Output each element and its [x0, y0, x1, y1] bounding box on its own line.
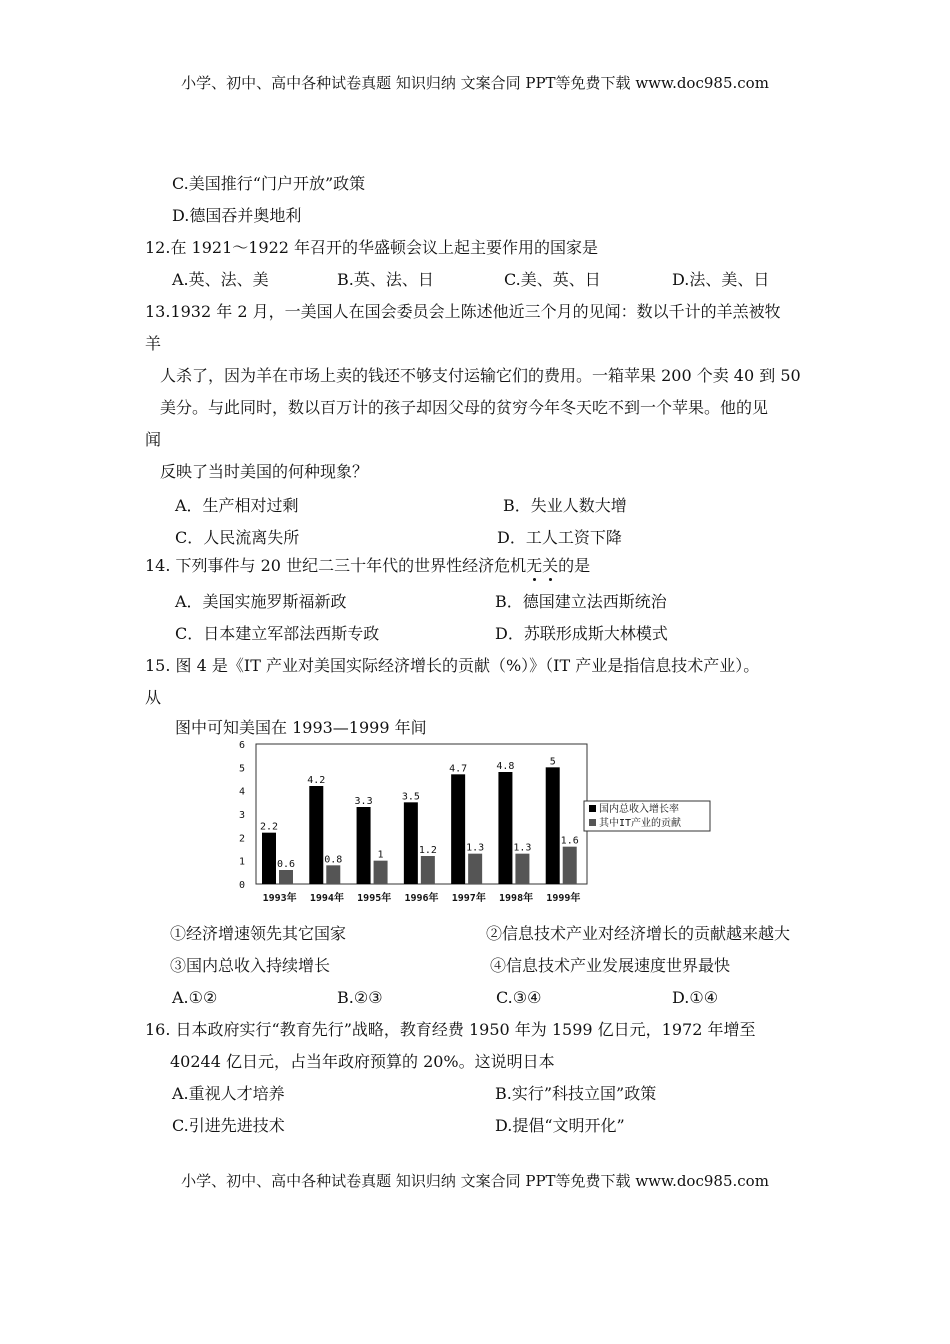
y-tick-label: 5 [238, 763, 246, 775]
q15-option-a: A.①② [172, 988, 218, 1007]
x-tick-label: 1998年 [499, 893, 534, 904]
bar-value-label: 4.2 [307, 775, 326, 786]
y-tick-label: 4 [238, 786, 246, 798]
q11-option-d: D.德国吞并奥地利 [172, 206, 302, 225]
q12-option-c: C.美、英、日 [504, 270, 601, 289]
bar-series-2 [326, 865, 340, 884]
q13-stem-line5: 闻 [145, 430, 162, 449]
q15-option-d: D.①④ [672, 988, 719, 1007]
bar-value-label: 2.2 [259, 821, 279, 833]
bar-series-2 [421, 856, 435, 884]
q16-option-b: B.实行”科技立国”政策 [495, 1084, 657, 1103]
q13-option-d: D．工人工资下降 [497, 528, 622, 547]
x-tick-label: 1994年 [309, 893, 344, 904]
x-tick-label: 1993年 [262, 893, 297, 904]
q13-stem-line4: 美分。与此同时，数以百万计的孩子却因父母的贫穷今年冬天吃不到一个苹果。他的见 [160, 398, 769, 417]
bar-series-1 [404, 802, 418, 884]
bar-value-label: 1.3 [513, 842, 532, 854]
q13-option-b: B．失业人数大增 [503, 496, 627, 515]
y-tick-label: 0 [238, 880, 246, 891]
q14-option-c: C．日本建立军部法西斯专政 [175, 624, 380, 643]
q15-stem-line2: 从 [145, 688, 162, 707]
q14-stem [145, 556, 590, 576]
q12-option-b: B.英、法、日 [337, 270, 434, 289]
q15-stem-line3: 图中可知美国在 1993—1999 年间 [175, 718, 427, 737]
q14-stem-text: 14. 下列事件与 20 世纪二三十年代的世界性经济危机 [145, 556, 527, 575]
page-header: 小学、初中、高中各种试卷真题 知识归纳 文案合同 PPT等免费下载 www.doc985.com [181, 74, 769, 92]
q16-stem-line1: 16. 日本政府实行“教育先行”战略，教育经费 1950 年为 1599 亿日元，1972 年增至 [145, 1020, 756, 1039]
q15-statement-2: ②信息技术产业对经济增长的贡献越来越大 [486, 924, 791, 943]
bar-value-label: 0.6 [276, 859, 296, 870]
legend-swatch-series-1 [589, 805, 596, 812]
bar-series-1 [262, 833, 276, 884]
q13-stem-line1: 13.1932 年 2 月，一美国人在国会委员会上陈述他近三个月的见闻：数以千计的羊羔被牧 [145, 302, 781, 321]
q16-option-d: D.提倡“文明开化” [495, 1116, 625, 1135]
q12-stem: 12.在 1921～1922 年召开的华盛顿会议上起主要作用的国家是 [145, 238, 599, 257]
q13-option-a: A．生产相对过剩 [175, 496, 299, 515]
bar-series-1 [451, 774, 465, 884]
bar-series-2 [468, 854, 482, 884]
bar-series-1 [309, 786, 323, 884]
q15-statement-4: ④信息技术产业发展速度世界最快 [490, 956, 731, 975]
y-tick-label: 6 [238, 740, 246, 751]
x-tick-label: 1997年 [451, 893, 486, 904]
bar-value-label: 0.8 [324, 854, 343, 866]
page-footer: 小学、初中、高中各种试卷真题 知识归纳 文案合同 PPT等免费下载 www.doc985.com [181, 1172, 769, 1190]
q13-stem-line2: 羊 [145, 334, 162, 353]
bar-value-label: 1 [377, 849, 384, 861]
legend-label-series-1: 国内总收入增长率 [599, 804, 679, 815]
legend-label-series-2: 其中IT产业的贡献 [599, 818, 682, 829]
x-tick-label: 1999年 [546, 893, 581, 904]
q15-statement-3: ③国内总收入持续增长 [170, 956, 331, 975]
q11-option-c: C.美国推行“门户开放”政策 [172, 174, 366, 193]
q14-option-a: A．美国实施罗斯福新政 [175, 592, 347, 611]
x-tick-label: 1995年 [357, 893, 392, 904]
q14-option-d: D．苏联形成斯大林模式 [495, 624, 668, 643]
x-tick-label: 1996年 [404, 893, 439, 904]
bar-value-label: 1.2 [418, 845, 437, 856]
bar-series-2 [374, 861, 388, 884]
bar-series-2 [563, 847, 577, 884]
chart-legend [584, 801, 710, 831]
q16-stem-line2: 40244 亿日元，占当年政府预算的 20%。这说明日本 [170, 1052, 555, 1071]
q15-statement-1: ①经济增速领先其它国家 [170, 924, 347, 943]
q15-stem-line1: 15. 图 4 是《IT 产业对美国实际经济增长的贡献（%）》（IT 产业是指信息技术产业）。 [145, 656, 760, 675]
bar-value-label: 1.3 [466, 842, 485, 854]
bar-value-label: 3.5 [401, 791, 420, 803]
bar-value-label: 5 [549, 756, 556, 768]
bar-value-label: 1.6 [560, 835, 579, 847]
bar-value-label: 4.8 [496, 761, 515, 772]
bar-series-1 [357, 807, 371, 884]
q14-option-b: B．德国建立法西斯统治 [495, 592, 667, 611]
it-contribution-chart [228, 738, 718, 908]
legend-swatch-series-2 [589, 819, 596, 826]
q16-option-a: A.重视人才培养 [172, 1084, 285, 1103]
q14-emphasis-2: 关 [542, 556, 559, 575]
q14-stem-end: 的是 [558, 556, 591, 575]
bar-series-2 [515, 854, 529, 884]
y-tick-label: 3 [238, 810, 246, 821]
bar-value-label: 3.3 [354, 796, 373, 807]
q15-option-c: C.③④ [496, 988, 542, 1007]
q14-emphasis-1: 无 [526, 556, 543, 575]
q16-option-c: C.引进先进技术 [172, 1116, 285, 1135]
q12-option-d: D.法、美、日 [672, 270, 770, 289]
y-tick-label: 2 [238, 833, 246, 845]
bar-series-1 [498, 772, 512, 884]
bar-value-label: 4.7 [449, 763, 468, 775]
q13-stem-line6: 反映了当时美国的何种现象？ [160, 462, 369, 481]
bar-series-1 [546, 767, 560, 884]
bar-series-2 [279, 870, 293, 884]
y-tick-label: 1 [238, 856, 246, 868]
q13-stem-line3: 人杀了，因为羊在市场上卖的钱还不够支付运输它们的费用。一箱苹果 200 个卖 40 到 50 [160, 366, 801, 385]
q13-option-c: C．人民流离失所 [175, 528, 300, 547]
q15-option-b: B.②③ [337, 988, 383, 1007]
q12-option-a: A.英、法、美 [172, 270, 269, 289]
